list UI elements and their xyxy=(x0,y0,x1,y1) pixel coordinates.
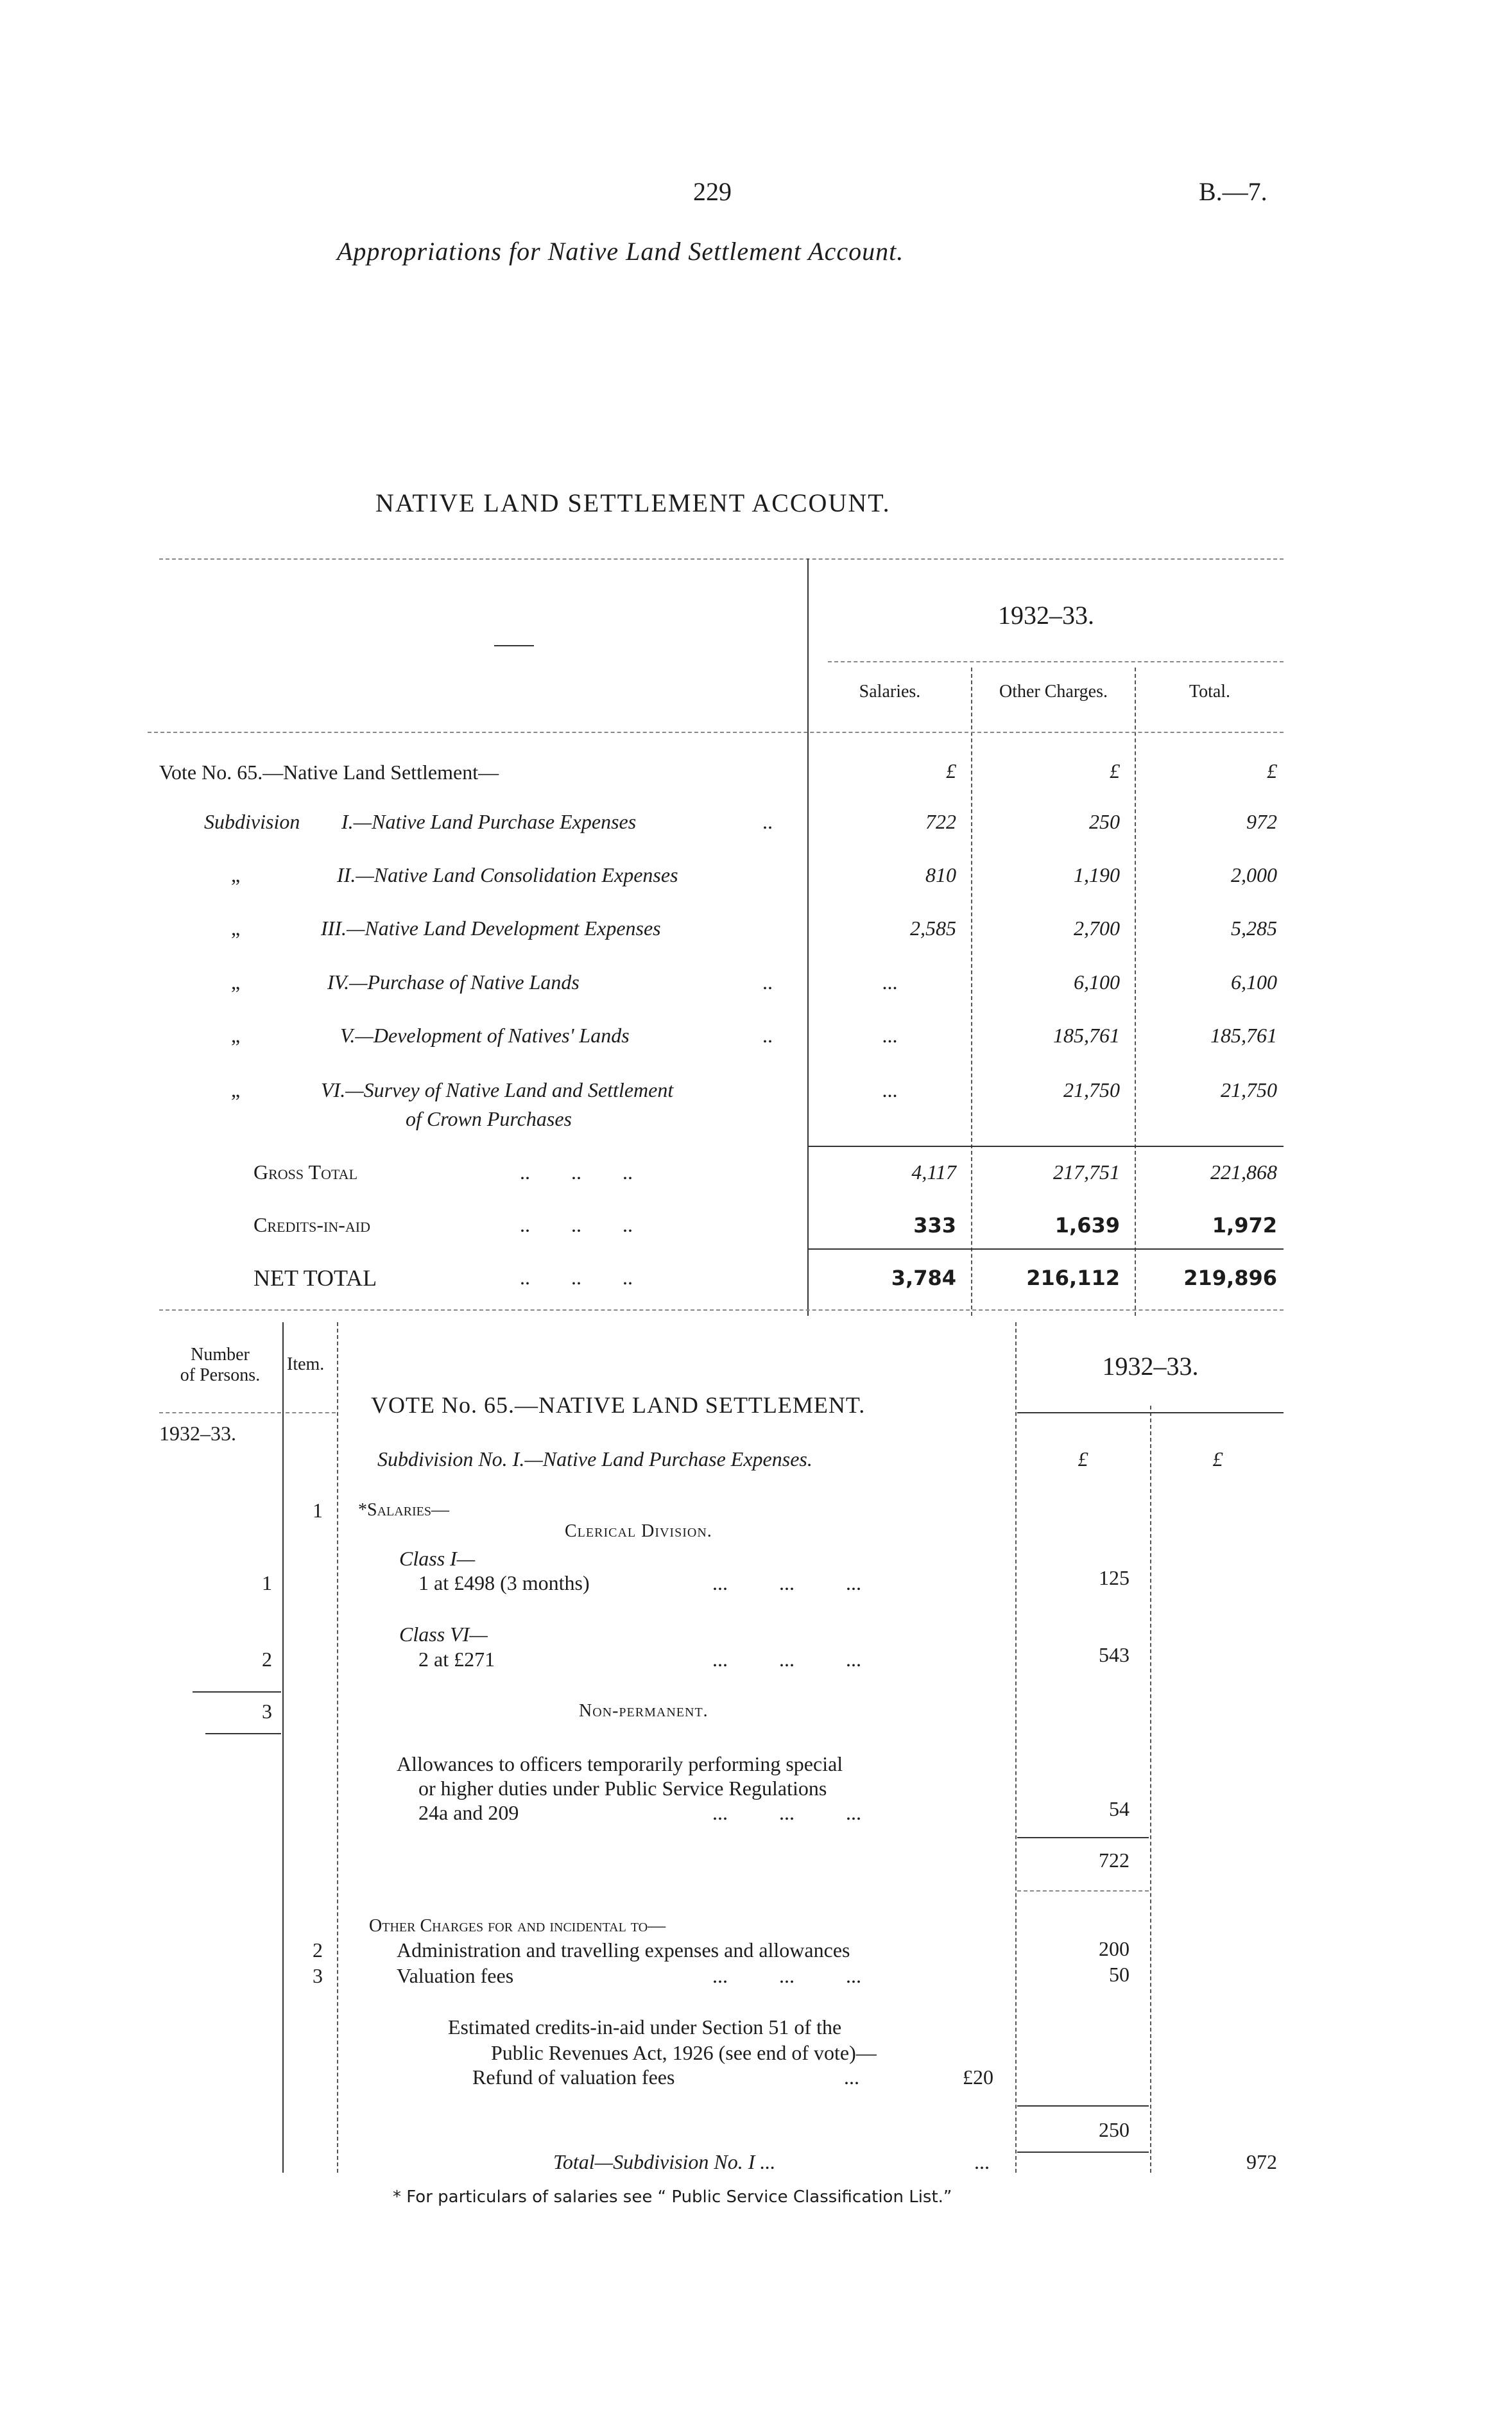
credits-in-aid-salaries: 333 xyxy=(913,1213,956,1238)
credits-in-aid-other: 1,639 xyxy=(1054,1213,1120,1238)
salaries-subtotal-rule xyxy=(1017,1837,1149,1838)
net-total-salaries: 3,784 xyxy=(891,1266,956,1290)
running-title: Appropriations for Native Land Settlement Account. xyxy=(337,237,904,266)
allowances-amount: 54 xyxy=(1109,1797,1130,1820)
other-charges-heading: Other Charges for and incidental to— xyxy=(369,1916,666,1936)
credits-line-2: Public Revenues Act, 1926 (see end of vote)— xyxy=(491,2041,877,2064)
persons-header-rule xyxy=(159,1412,281,1413)
allowances-dots: ... ... ... xyxy=(712,1801,861,1824)
gross-total-other: 217,751 xyxy=(1053,1160,1120,1184)
credits-amount: £20 xyxy=(963,2065,993,2089)
row-label: V.—Development of Natives' Lands xyxy=(340,1024,630,1047)
item-number: 3 xyxy=(313,1964,323,1987)
item-3-label: Valuation fees xyxy=(397,1964,514,1987)
row-total: 6,100 xyxy=(1231,970,1277,994)
row-label: VI.—Survey of Native Land and Settlement xyxy=(321,1078,674,1101)
column-salaries: Salaries. xyxy=(859,682,921,702)
class-1-persons: 1 xyxy=(262,1571,272,1594)
total-subdivision-label: Total—Subdivision No. I ... xyxy=(553,2150,776,2173)
credits-in-aid-label: Credits-in-aid xyxy=(253,1213,370,1236)
row-salaries: ... xyxy=(882,1024,898,1047)
row-dots: .. xyxy=(762,810,773,833)
allowances-line-3: 24a and 209 xyxy=(418,1801,519,1824)
persons-total: 3 xyxy=(262,1700,272,1723)
detail-year-rule xyxy=(1017,1412,1284,1413)
row-total: 5,285 xyxy=(1231,917,1277,940)
summary-currency-other: £ xyxy=(1110,759,1120,782)
item-3-amount: 50 xyxy=(1109,1963,1130,1986)
gross-total-rule xyxy=(809,1146,1284,1147)
row-prefix: „ xyxy=(231,917,241,940)
class-6-dots: ... ... ... xyxy=(712,1648,861,1671)
footnote: * For particulars of salaries see “ Public Service Classification List.” xyxy=(393,2187,952,2207)
vote-title: VOTE No. 65.—NATIVE LAND SETTLEMENT. xyxy=(371,1392,866,1418)
row-salaries: 2,585 xyxy=(910,917,956,940)
salaries-heading: *Salaries— xyxy=(358,1500,450,1520)
non-permanent-heading: Non-permanent. xyxy=(579,1701,709,1721)
row-other: 6,100 xyxy=(1074,970,1120,994)
summary-stub-rule xyxy=(494,645,534,646)
item-number: 2 xyxy=(313,1938,323,1962)
net-total-label: NET TOTAL xyxy=(253,1265,377,1291)
summary-currency-total: £ xyxy=(1267,759,1277,782)
detail-col-divider-persons xyxy=(282,1322,284,2173)
row-label: IV.—Purchase of Native Lands xyxy=(327,970,580,994)
allowances-line-2: or higher duties under Public Service Regulations xyxy=(418,1777,827,1800)
row-dots: .. xyxy=(762,970,773,994)
gross-total-label: Gross Total xyxy=(253,1160,358,1184)
summary-col-divider-2 xyxy=(971,668,972,1316)
net-total-dots: .. .. .. xyxy=(520,1266,633,1289)
summary-currency-salaries: £ xyxy=(946,759,956,782)
summary-title: NATIVE LAND SETTLEMENT ACCOUNT. xyxy=(375,488,891,517)
item-3-dots: ... ... ... xyxy=(712,1964,861,1987)
detail-col-divider-item xyxy=(337,1322,338,2173)
summary-bottom-rule xyxy=(159,1309,1284,1311)
column-other-charges: Other Charges. xyxy=(999,682,1108,702)
item-column-header: Item. xyxy=(287,1354,325,1374)
row-salaries: ... xyxy=(882,970,898,994)
column-total: Total. xyxy=(1189,682,1231,702)
item-number: 1 xyxy=(313,1499,323,1522)
persons-subtotal-rule-top xyxy=(193,1691,281,1693)
row-other: 2,700 xyxy=(1074,917,1120,940)
item-2-amount: 200 xyxy=(1099,1937,1130,1960)
row-prefix: „ xyxy=(231,1024,241,1047)
class-1-amount: 125 xyxy=(1099,1566,1130,1589)
net-total-total: 219,896 xyxy=(1183,1266,1277,1290)
salaries-subtotal-rule-bottom xyxy=(1017,1890,1149,1892)
gross-total-total: 221,868 xyxy=(1210,1160,1277,1184)
clerical-division-heading: Clerical Division. xyxy=(565,1521,712,1541)
row-label: II.—Native Land Consolidation Expenses xyxy=(337,863,678,886)
row-total: 972 xyxy=(1246,810,1277,833)
class-6-persons: 2 xyxy=(262,1648,272,1671)
row-salaries: 810 xyxy=(925,863,956,886)
detail-col-divider-amount-2 xyxy=(1150,1406,1151,2173)
class-1-dots: ... ... ... xyxy=(712,1571,861,1594)
persons-subtotal-rule-bottom xyxy=(205,1733,281,1734)
net-total-other: 216,112 xyxy=(1026,1266,1120,1290)
net-total-rule xyxy=(809,1248,1284,1250)
row-total: 2,000 xyxy=(1231,863,1277,886)
vote-line: Vote No. 65.—Native Land Settlement— xyxy=(159,761,499,784)
row-other: 250 xyxy=(1089,810,1120,833)
credits-in-aid-total: 1,972 xyxy=(1212,1213,1277,1238)
detail-currency-2: £ xyxy=(1212,1447,1223,1470)
row-label-continued: of Crown Purchases xyxy=(406,1107,572,1130)
salaries-subtotal: 722 xyxy=(1099,1849,1130,1872)
credits-line-1: Estimated credits-in-aid under Section 51 of the xyxy=(448,2015,842,2039)
persons-header-line-1: Number xyxy=(191,1345,250,1365)
other-subtotal-rule-bottom xyxy=(1017,2152,1149,2153)
class-6-line: 2 at £271 xyxy=(418,1648,495,1671)
credits-dots: ... xyxy=(844,2065,859,2089)
row-other: 185,761 xyxy=(1053,1024,1120,1047)
row-total: 21,750 xyxy=(1221,1078,1277,1101)
item-header-rule xyxy=(286,1412,336,1413)
other-subtotal: 250 xyxy=(1099,2118,1130,2141)
row-prefix: „ xyxy=(231,863,241,886)
row-dots: .. xyxy=(762,1024,773,1047)
summary-year-rule xyxy=(828,661,1284,662)
summary-header-rule xyxy=(148,732,1284,733)
class-6-heading: Class VI— xyxy=(399,1623,488,1646)
row-label: I.—Native Land Purchase Expenses xyxy=(341,810,637,833)
row-salaries: 722 xyxy=(925,810,956,833)
row-total: 185,761 xyxy=(1210,1024,1277,1047)
class-6-amount: 543 xyxy=(1099,1643,1130,1666)
persons-header-line-2: of Persons. xyxy=(180,1365,261,1385)
page-number: 229 xyxy=(693,177,732,206)
summary-top-rule xyxy=(159,558,1284,560)
subdivision-title: Subdivision No. I.—Native Land Purchase Expenses. xyxy=(377,1447,812,1470)
row-prefix: Subdivision xyxy=(204,810,300,833)
item-2-label: Administration and travelling expenses and allowances xyxy=(397,1938,850,1962)
credits-line-3: Refund of valuation fees xyxy=(472,2065,675,2089)
gross-total-dots: .. .. .. xyxy=(520,1160,633,1184)
total-subdivision-dots: ... xyxy=(974,2150,990,2173)
row-prefix: „ xyxy=(231,1078,241,1101)
credits-in-aid-dots: .. .. .. xyxy=(520,1213,633,1236)
summary-col-divider-1 xyxy=(807,558,809,1316)
row-label: III.—Native Land Development Expenses xyxy=(321,917,661,940)
summary-year: 1932–33. xyxy=(998,601,1094,630)
persons-year: 1932–33. xyxy=(159,1422,236,1445)
row-other: 1,190 xyxy=(1074,863,1120,886)
document-reference: B.—7. xyxy=(1199,177,1267,206)
summary-col-divider-3 xyxy=(1135,668,1136,1316)
class-1-line: 1 at £498 (3 months) xyxy=(418,1571,590,1594)
detail-col-divider-amount-1 xyxy=(1015,1322,1017,2173)
detail-currency-1: £ xyxy=(1078,1447,1088,1470)
class-1-heading: Class I— xyxy=(399,1547,476,1570)
gross-total-salaries: 4,117 xyxy=(911,1160,956,1184)
row-other: 21,750 xyxy=(1063,1078,1120,1101)
persons-column-header xyxy=(159,1345,281,1386)
allowances-line-1: Allowances to officers temporarily performing special xyxy=(397,1752,843,1775)
other-subtotal-rule xyxy=(1017,2105,1149,2107)
row-salaries: ... xyxy=(882,1078,898,1101)
total-subdivision-amount: 972 xyxy=(1246,2150,1277,2173)
detail-year: 1932–33. xyxy=(1102,1352,1199,1381)
row-prefix: „ xyxy=(231,970,241,994)
